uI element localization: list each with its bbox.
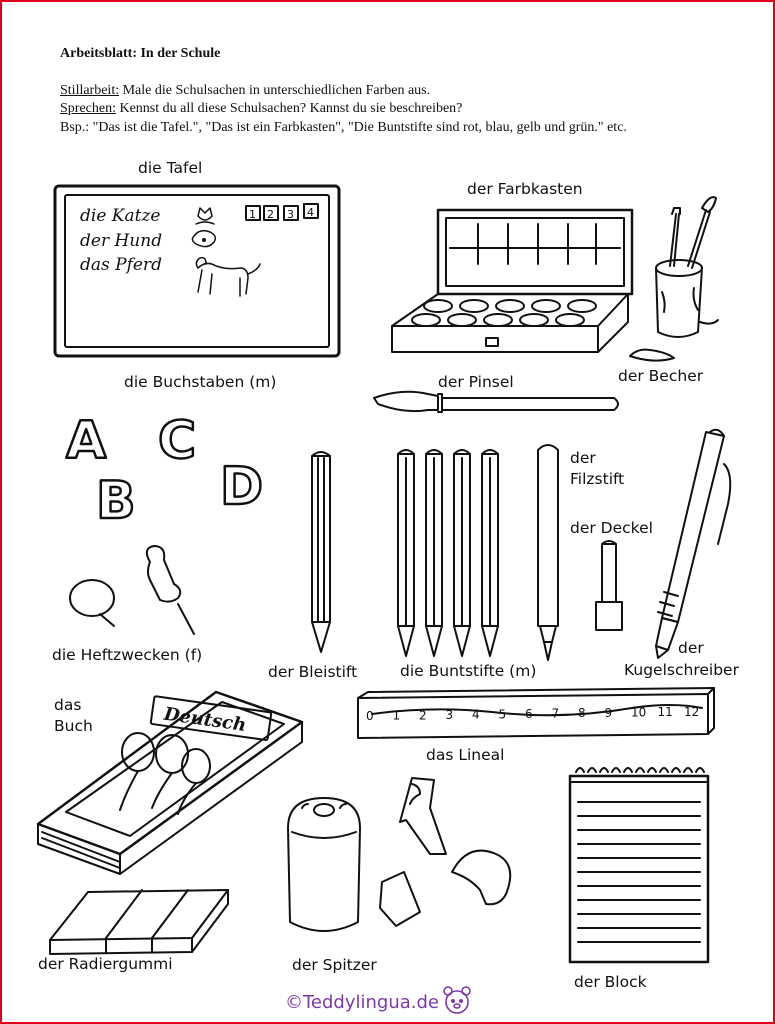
board-word-dog: der Hund <box>80 231 163 251</box>
label-radiergummi: der Radiergummi <box>38 955 173 973</box>
brush-drawing <box>374 392 618 412</box>
paintbox-drawing <box>392 210 632 352</box>
ruler-number: 2 <box>419 708 427 723</box>
horse-sketch <box>196 258 260 296</box>
instruction-1-text: Male die Schulsachen in unterschiedlichen Farben aus. <box>119 83 431 98</box>
board-number-1: 1 <box>249 208 256 221</box>
thumbtacks-drawing <box>70 546 194 634</box>
label-becher: der Becher <box>618 367 704 385</box>
ruler-number: 8 <box>578 706 586 721</box>
label-buntstifte-text: die Buntstifte <box>400 662 505 680</box>
label-kugelschreiber-2: Kugelschreiber <box>624 661 739 679</box>
teddylingua-logo-text: ©Teddylingua.de <box>285 992 440 1013</box>
sharpener-drawing <box>288 778 510 931</box>
ruler-number: 0 <box>366 709 374 723</box>
letter-c: C <box>158 411 197 471</box>
label-deckel: der Deckel <box>570 519 653 537</box>
notepad-drawing <box>570 768 708 962</box>
board-number-3: 3 <box>287 208 294 221</box>
label-filzstift-1: der <box>570 449 596 467</box>
board-word-cat: die Katze <box>80 206 161 226</box>
label-tafel: die Tafel <box>138 159 203 177</box>
label-buch-1: das <box>54 696 82 714</box>
ruler-number: 12 <box>684 704 700 719</box>
ruler-number: 10 <box>631 705 647 720</box>
label-buch-2: Buch <box>54 717 93 735</box>
dog-sketch <box>192 231 215 247</box>
instruction-line-3: Bsp.: "Das ist die Tafel.", "Das ist ein Farbkasten", "Die Buntstifte sind rot, blau, gelb und grün." etc. <box>60 120 627 135</box>
label-block: der Block <box>574 973 647 991</box>
ruler-number: 4 <box>472 707 480 722</box>
label-buntstifte <box>400 661 536 681</box>
label-pinsel: der Pinsel <box>438 373 514 391</box>
ruler-number: 3 <box>445 708 454 722</box>
label-lineal: das Lineal <box>426 746 505 764</box>
cat-sketch <box>196 208 214 224</box>
label-filzstift-2: Filzstift <box>570 470 625 488</box>
instruction-2-label: Sprechen: <box>60 101 116 116</box>
label-heftzwecken: die Heftzwecken (f) <box>52 646 203 664</box>
label-farbkasten: der Farbkasten <box>467 180 583 198</box>
school-items-drawing <box>2 2 773 1022</box>
board-number-boxes <box>246 204 318 221</box>
ballpoint-pen-drawing <box>656 430 730 658</box>
teddy-logo-icon <box>444 987 470 1013</box>
board-number-2: 2 <box>267 208 274 221</box>
instruction-2-text: Kennst du all diese Schulsachen? Kannst du sie beschreiben? <box>115 101 463 116</box>
ruler-number: 11 <box>657 705 673 720</box>
worksheet-title: Arbeitsblatt: In der Schule <box>60 46 221 61</box>
letter-d: D <box>220 457 264 517</box>
letter-b: B <box>96 471 136 531</box>
ruler-number: 6 <box>525 706 533 721</box>
book-cover-title: Deutsch <box>162 703 248 736</box>
ruler-number: 5 <box>498 707 507 722</box>
ruler-number: 1 <box>392 708 401 723</box>
colored-pencils-drawing <box>398 450 498 656</box>
letter-a: A <box>66 411 107 471</box>
ruler-number: 9 <box>604 705 613 720</box>
ruler-numbers <box>366 705 699 723</box>
label-spitzer: der Spitzer <box>292 956 377 974</box>
ruler-number: 7 <box>551 706 560 721</box>
eraser-drawing <box>50 890 228 954</box>
chalkboard-drawing <box>55 186 339 356</box>
letters-drawing <box>66 411 263 531</box>
board-number-4: 4 <box>307 206 314 219</box>
label-kugelschreiber-1: der <box>678 639 704 657</box>
board-word-horse: das Pferd <box>80 255 162 275</box>
pencil-drawing <box>312 452 330 652</box>
cup-drawing <box>630 197 718 360</box>
instruction-1-label: Stillarbeit: <box>60 83 120 98</box>
label-buchstaben: die Buchstaben (m) <box>124 373 277 391</box>
label-buntstifte-gender: (m) <box>509 662 537 680</box>
label-bleistift: der Bleistift <box>268 663 358 681</box>
